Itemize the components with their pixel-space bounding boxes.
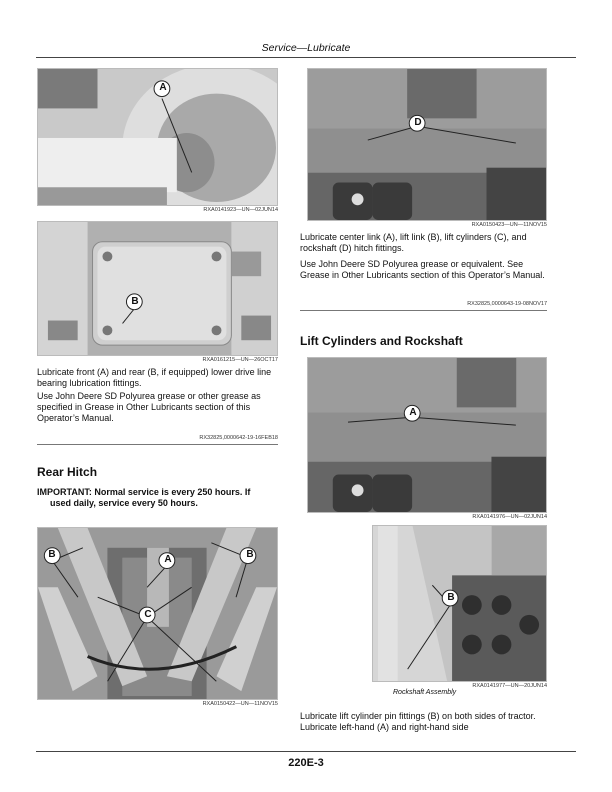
header-rule xyxy=(36,57,576,58)
callout-a: A xyxy=(164,554,172,565)
callout-b-right: B xyxy=(246,549,254,560)
callout-b-left: B xyxy=(48,549,56,560)
reference-code: RX32825,0000642-19-16FEB18 xyxy=(199,435,278,441)
lift-cylinder-photo xyxy=(307,357,547,513)
footer-rule xyxy=(36,751,576,752)
lift-cylinder-instructions: Lubricate lift cylinder pin fittings (B) on both sides of tractor. Lubricate left-hand (A) and right-hand side xyxy=(300,711,536,732)
driveline-rear-photo xyxy=(37,221,278,356)
callout-b: B xyxy=(447,592,455,603)
photo-id: RXA0141977—UN—20JUN14 xyxy=(472,683,547,689)
photo-id: RXA0161215—UN—26OCT17 xyxy=(202,357,278,363)
photo-id: RXA0150422—UN—11NOV15 xyxy=(202,701,278,707)
section-divider xyxy=(37,444,278,445)
callout-b: B xyxy=(131,296,139,307)
driveline-instructions: Lubricate front (A) and rear (B, if equipped) lower drive line bearing lubrication fittings. xyxy=(37,367,272,388)
rear-hitch-photo xyxy=(37,527,278,700)
important-note-line1: IMPORTANT: Normal service is every 250 hours. If xyxy=(37,487,251,497)
photo-id: RXA0141976—UN—02JUN14 xyxy=(472,514,547,520)
hitch-instructions: Lubricate center link (A), lift link (B), lift cylinders (C), and rockshaft (D) hitch fittings. xyxy=(300,232,527,253)
section-heading-lift-cylinders: Lift Cylinders and Rockshaft xyxy=(300,334,463,348)
callout-d: D xyxy=(414,117,422,128)
grease-spec-text: Use John Deere SD Polyurea grease or equivalent. See Grease in Other Lubricants section of this Operator’s Manual. xyxy=(300,259,545,280)
page-number: 220E-3 xyxy=(288,757,324,769)
photo-id: RXA0141923—UN—02JUN14 xyxy=(203,207,278,213)
rockshaft-assembly-photo xyxy=(372,525,547,682)
driveline-front-photo xyxy=(37,68,278,206)
reference-code: RX32825,0000643-19-08NOV17 xyxy=(467,301,547,307)
callout-a: A xyxy=(159,82,167,93)
page-header-title: Service—Lubricate xyxy=(261,42,351,54)
photo-id: RXA0150423—UN—11NOV15 xyxy=(471,222,547,228)
photo-caption: Rockshaft Assembly xyxy=(393,689,457,696)
section-heading-rear-hitch: Rear Hitch xyxy=(37,465,98,479)
callout-a: A xyxy=(409,407,417,418)
callout-c: C xyxy=(144,609,152,620)
grease-spec-text: Use John Deere SD Polyurea grease or other grease as specified in Grease in Other Lubricants section of this Operator’s Manual. xyxy=(37,391,261,423)
section-divider xyxy=(300,310,547,311)
important-note-line2: used daily, service every 50 hours. xyxy=(50,498,198,508)
rockshaft-fitting-photo xyxy=(307,68,547,221)
